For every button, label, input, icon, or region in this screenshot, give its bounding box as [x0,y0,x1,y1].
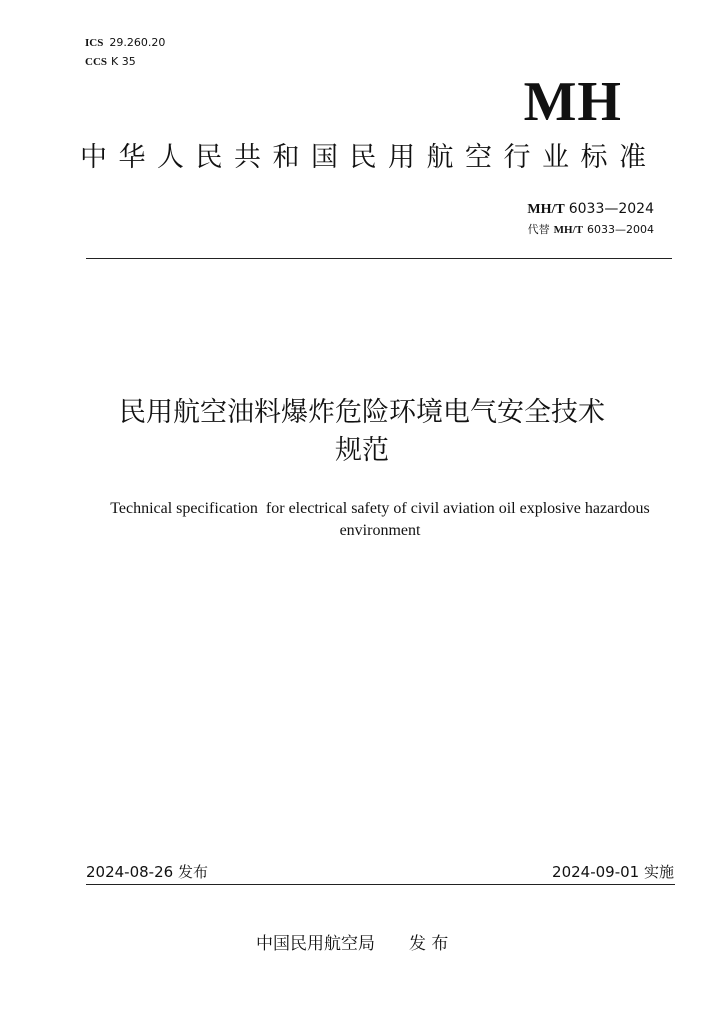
standard-code [527,200,654,219]
issuer-action: 发 布 [409,934,449,954]
issuer [256,932,448,956]
replaces-prefix: 代替 [527,223,550,236]
ccs-code [85,55,136,69]
issuer-name: 中国民用航空局 [256,934,375,954]
standard-category: 中华人民共和国民用航空行业标准 [80,142,658,173]
code-prefix: MH/T [527,202,565,217]
title-en-line2: environment [339,522,421,539]
title-en-line1: Technical specification for electrical safety of civil aviation oil explosive hazardous [110,500,650,517]
document-title-zh [60,394,664,470]
ics-label: ICS [85,37,104,49]
title-zh-line2: 规范 [335,435,389,466]
ics-value: 29.260.20 [109,36,166,49]
ics-code [85,36,165,50]
title-zh-line1: 民用航空油料爆炸危险环境电气安全技术 [119,397,605,428]
replaces-code-prefix: MH/T [553,224,583,236]
replaces-number: 6033—2004 [587,223,654,236]
code-number: 6033—2024 [568,201,654,217]
issue-date: 2024-08-26 发布 [86,863,208,881]
document-title-en [80,498,680,542]
ccs-label: CCS [85,56,108,68]
mh-logo: MH [523,71,622,133]
replaces-code [528,223,654,237]
implementation-date: 2024-09-01 实施 [552,863,674,881]
ccs-value: K 35 [111,55,136,68]
bottom-divider [86,884,675,885]
top-divider [86,258,672,259]
